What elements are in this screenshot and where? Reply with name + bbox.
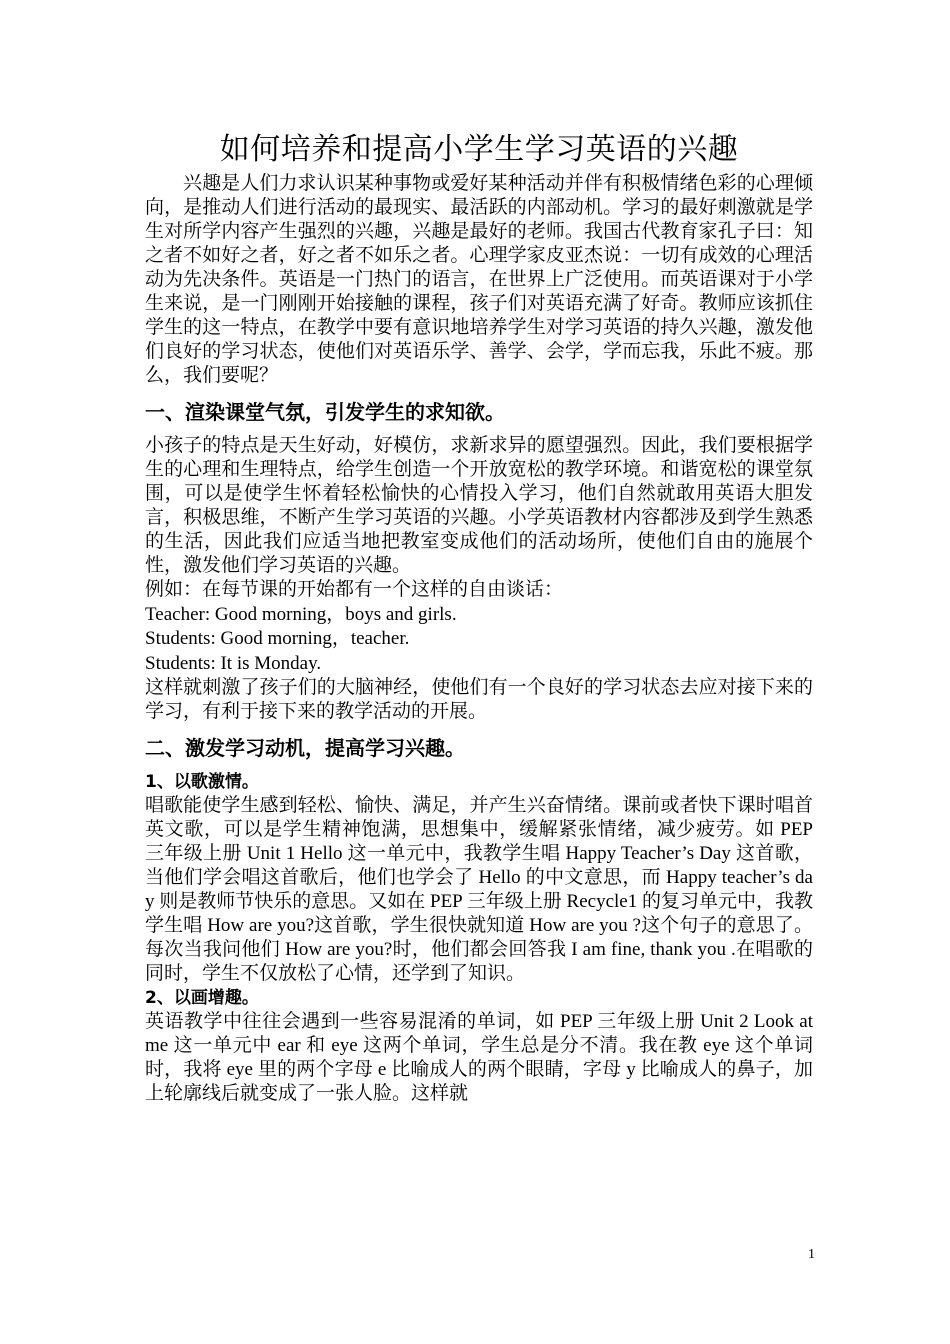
- subsection-1-heading: 1、以歌激情。: [145, 772, 259, 792]
- dialogue-line: Teacher: Good morning，boys and girls.: [145, 603, 457, 625]
- section-1-heading: 一、渲染课堂气氛，引发学生的求知欲。: [145, 400, 505, 424]
- dialogue-line: Students: It is Monday.: [145, 652, 322, 674]
- dialogue-line: Students: Good morning，teacher.: [145, 628, 410, 649]
- document-title: 如何培养和提高小学生学习英语的兴趣: [219, 132, 739, 167]
- example-intro: 例如：在每节课的开始都有一个这样的自由谈话：: [145, 579, 564, 600]
- section-1-paragraph: 小孩子的特点是天生好动，好模仿，求新求异的愿望强烈。因此，我们要根据学生的心理和生理特点，给学生创造一个开放宽松的教学环境。和谐宽松的课堂氛围，可以是使学生怀着轻松愉快的心情投入学习，他们自然就敢用英语大胆发言，积极思维，不断产生学习英语的兴趣。小学英语教材内容都涉及到学生熟悉的生活，因此我们应适当地把教室变成他们的活动场所，使他们自由的施展个性，激发他们学习英语的兴趣。: [145, 435, 813, 576]
- section-2-heading: 二、激发学习动机，提高学习兴趣。: [145, 736, 465, 760]
- section-1-conclusion: 这样就刺激了孩子们的大脑神经，使他们有一个良好的学习状态去应对接下来的学习，有利于接下来的教学活动的开展。: [145, 677, 813, 722]
- subsection-2-heading: 2、以画增趣。: [145, 988, 259, 1008]
- document-body: [145, 128, 813, 1106]
- subsection-1-paragraph: 唱歌能使学生感到轻松、愉快、满足，并产生兴奋情绪。课前或者快下课时唱首英文歌，可以是学生精神饱满，思想集中，缓解紧张情绪，减少疲劳。如 PEP 三年级上册 Unit 1 Hello 这一单元中，我教学生唱 Happy Teacher’s Day 这首歌，当他们学会唱这首歌后，他们也学会了 Hello 的中文意思，而 Happy teacher’s day 则是教师节快乐的意思。又如在 PEP 三年级上册 Recycle1 的复习单元中，我教学生唱 How are you?这首歌，学生很快就知道 How are you ?这个句子的意思了。每次当我问他们 How are you?时，他们都会回答我 I am fine, thank you .在唱歌的同时，学生不仅放松了心情，还学到了知识。: [145, 795, 813, 984]
- intro-paragraph: 兴趣是人们力求认识某种事物或爱好某种活动并伴有积极情绪色彩的心理倾向，是推动人们进行活动的最现实、最活跃的内部动机。学习的最好刺激就是学生对所学内容产生强烈的兴趣，兴趣是最好的老师。我国古代教育家孔子曰：知之者不如好之者，好之者不如乐之者。心理学家皮亚杰说：一切有成效的心理活动为先决条件。英语是一门热门的语言，在世界上广泛使用。而英语课对于小学生来说，是一门刚刚开始接触的课程，孩子们对英语充满了好奇。教师应该抓住学生的这一特点，在教学中要有意识地培养学生对学习英语的持久兴趣，激发他们良好的学习状态，使他们对英语乐学、善学、会学，学而忘我，乐此不疲。那么，我们要呢？: [145, 173, 813, 386]
- subsection-2-paragraph: 英语教学中往往会遇到一些容易混淆的单词，如 PEP 三年级上册 Unit 2 Look at me 这一单元中 ear 和 eye 这两个单词，学生总是分不清。我在教 eye 这个单词时，我将 eye 里的两个字母 e 比喻成人的两个眼睛，字母 y 比喻成人的鼻子，加上轮廓线后就变成了一张人脸。这样就: [145, 1011, 813, 1104]
- page-number: 1: [808, 1247, 815, 1262]
